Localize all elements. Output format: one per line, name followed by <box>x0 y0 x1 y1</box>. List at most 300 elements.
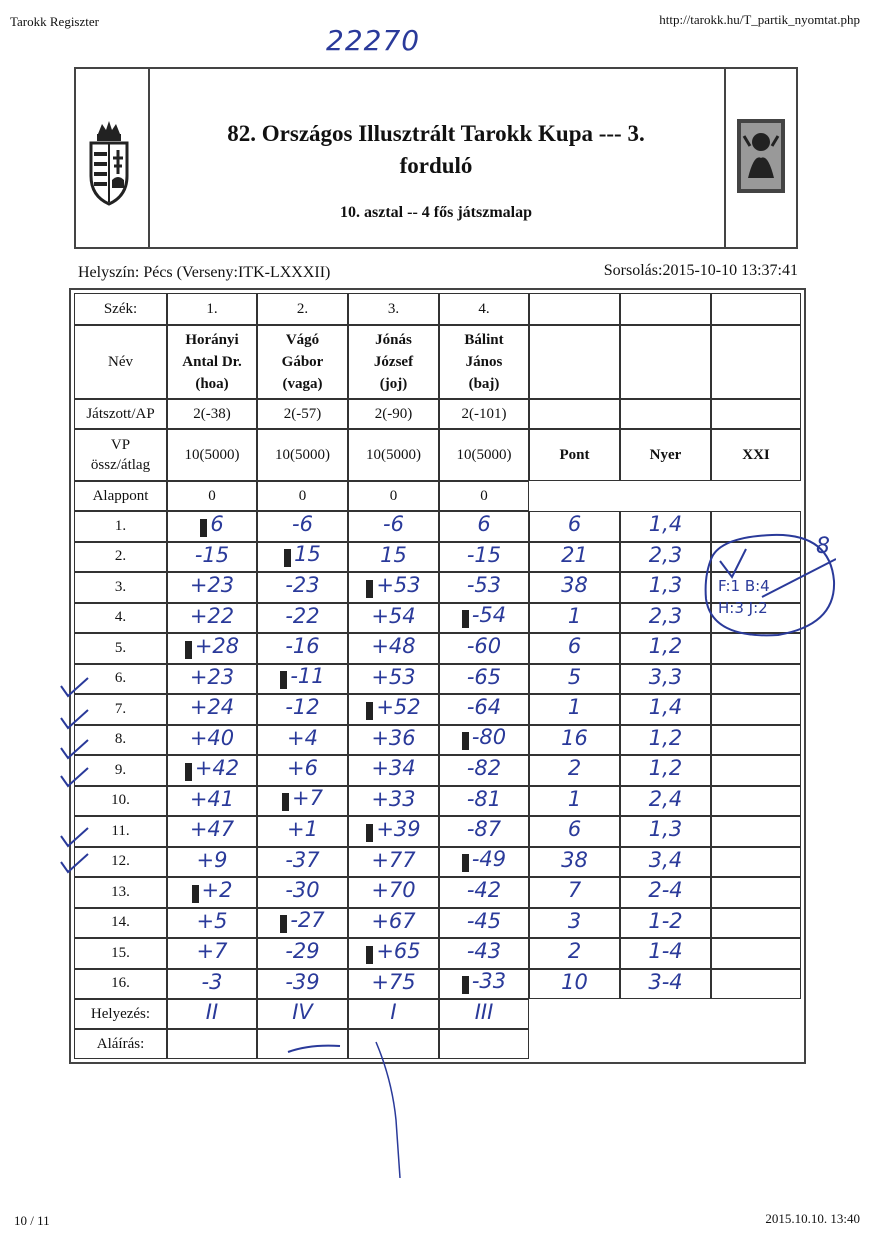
round-score <box>167 969 257 1000</box>
points-value: 2 <box>567 756 582 781</box>
dealer-mark-icon <box>185 641 192 659</box>
round-score <box>167 725 257 756</box>
score-value: +36 <box>371 725 416 750</box>
round-number: 7. <box>74 694 167 725</box>
round-points <box>529 816 620 847</box>
round-row <box>74 877 801 908</box>
score-value: -30 <box>285 878 320 903</box>
player-name <box>257 325 348 399</box>
winners-value: 3,3 <box>648 664 683 689</box>
dealer-mark-icon <box>462 976 469 994</box>
placing-value: II <box>205 1000 219 1024</box>
seat-number: 4. <box>439 293 529 325</box>
round-xxi <box>711 969 801 1000</box>
round-winners <box>620 694 711 725</box>
placing-value: III <box>474 1000 494 1024</box>
round-score <box>257 816 348 847</box>
player-played: 2(-57) <box>257 399 348 429</box>
score-value: -6 <box>292 512 313 537</box>
points-value: 3 <box>567 908 582 933</box>
handwritten-document-number: 22270 <box>326 24 421 57</box>
points-value: 38 <box>561 573 588 598</box>
score-sheet-table <box>74 293 801 1059</box>
print-header-title: Tarokk Regiszter <box>10 14 99 29</box>
score-value: -65 <box>466 664 502 689</box>
round-row <box>74 786 801 817</box>
score-value: -12 <box>285 695 320 720</box>
score-value: -54 <box>471 603 507 628</box>
round-xxi <box>711 816 801 847</box>
score-value: -80 <box>471 725 507 750</box>
round-winners <box>620 938 711 969</box>
player-name1: Jónás <box>375 332 412 348</box>
round-points <box>529 908 620 939</box>
dealer-mark-icon <box>462 732 469 750</box>
round-number: 8. <box>74 725 167 756</box>
player-name2: János <box>465 354 503 370</box>
placing-value: I <box>390 1000 397 1024</box>
round-number: 16. <box>74 969 167 1000</box>
round-score <box>439 694 529 725</box>
score-value: -27 <box>290 908 325 933</box>
round-score <box>167 633 257 664</box>
round-score <box>348 633 439 664</box>
score-value: -87 <box>466 817 502 842</box>
player-name2: József <box>373 354 414 370</box>
score-value: -82 <box>466 756 502 781</box>
round-number: 5. <box>74 633 167 664</box>
dealer-mark-icon <box>282 793 289 811</box>
score-value: -64 <box>466 695 502 720</box>
round-score <box>257 877 348 908</box>
seat-row <box>74 293 801 325</box>
score-value: -81 <box>466 786 502 811</box>
player-vp: 10(5000) <box>257 429 348 481</box>
round-xxi <box>711 694 801 725</box>
round-score <box>167 877 257 908</box>
points-value: 1 <box>567 786 582 811</box>
round-score <box>348 755 439 786</box>
round-xxi <box>711 664 801 695</box>
round-winners <box>620 725 711 756</box>
score-value: +67 <box>371 908 416 933</box>
score-value: +70 <box>371 878 416 903</box>
dealer-mark-icon <box>185 763 192 781</box>
round-row <box>74 755 801 786</box>
winners-value: 3-4 <box>648 969 683 994</box>
score-value: +24 <box>189 695 235 720</box>
player-base: 0 <box>439 481 529 511</box>
round-score <box>348 694 439 725</box>
round-row <box>74 938 801 969</box>
player-name1: Vágó <box>285 332 320 348</box>
round-score <box>439 847 529 878</box>
score-value: +5 <box>196 908 228 933</box>
score-value: -45 <box>466 908 502 933</box>
score-value: -29 <box>285 939 320 964</box>
score-value: +1 <box>287 817 318 842</box>
score-value: -6 <box>383 512 404 537</box>
player-played: 2(-101) <box>439 399 529 429</box>
round-row <box>74 969 801 1000</box>
player-vp: 10(5000) <box>348 429 439 481</box>
vp-row <box>74 429 801 481</box>
blank <box>529 481 801 511</box>
round-score <box>439 816 529 847</box>
player-code: (hoa) <box>195 376 229 392</box>
score-value: +54 <box>371 603 416 628</box>
winners-value: 2-4 <box>648 878 683 903</box>
player-base: 0 <box>257 481 348 511</box>
score-value: +4 <box>287 725 318 750</box>
round-points <box>529 877 620 908</box>
round-score <box>167 938 257 969</box>
round-number: 11. <box>74 816 167 847</box>
round-score <box>348 725 439 756</box>
checkmark-icon <box>58 708 92 732</box>
round-score <box>257 603 348 634</box>
round-score <box>348 877 439 908</box>
round-xxi <box>711 877 801 908</box>
player-played: 2(-90) <box>348 399 439 429</box>
annotation-mark: 8 <box>816 534 830 559</box>
round-row <box>74 816 801 847</box>
player-name1: Bálint <box>464 332 504 348</box>
score-value: -22 <box>285 603 320 628</box>
points-value: 10 <box>561 969 588 994</box>
player-base: 0 <box>348 481 439 511</box>
round-winners <box>620 816 711 847</box>
played-row <box>74 399 801 429</box>
round-score <box>167 755 257 786</box>
round-winners <box>620 877 711 908</box>
round-score <box>257 908 348 939</box>
round-score <box>439 633 529 664</box>
annotation-line2: H:3 J:2 <box>718 599 768 617</box>
round-xxi <box>711 786 801 817</box>
round-score <box>348 572 439 603</box>
round-row <box>74 572 801 603</box>
player-name <box>439 325 529 399</box>
dealer-mark-icon <box>366 580 373 598</box>
score-value: +65 <box>376 938 421 963</box>
round-winners <box>620 786 711 817</box>
score-value: +34 <box>371 756 416 781</box>
points-value: 7 <box>567 878 582 903</box>
placing-label: Helyezés: <box>74 999 167 1029</box>
event-title-line2: forduló <box>399 153 473 178</box>
score-value: +48 <box>371 634 416 659</box>
winners-value: 1,3 <box>648 573 683 598</box>
round-row <box>74 664 801 695</box>
round-score <box>439 938 529 969</box>
handwritten-annotation <box>702 527 836 639</box>
round-score <box>257 694 348 725</box>
winners-value: 1,2 <box>648 756 683 781</box>
empty-cell <box>711 399 801 429</box>
checkmark-icon <box>58 852 92 876</box>
score-value: +22 <box>189 603 235 628</box>
round-row <box>74 847 801 878</box>
draw-timestamp: Sorsolás:2015-10-10 13:37:41 <box>603 262 798 279</box>
round-score <box>167 511 257 542</box>
round-score <box>167 908 257 939</box>
seat-number: 1. <box>167 293 257 325</box>
event-title-line1: 82. Országos Illusztrált Tarokk Kupa --- 3. <box>227 121 645 146</box>
score-value: +23 <box>189 664 235 689</box>
round-score <box>348 816 439 847</box>
empty-cell <box>529 325 620 399</box>
round-score <box>439 664 529 695</box>
score-value: -60 <box>466 634 502 659</box>
round-score <box>439 572 529 603</box>
round-score <box>167 847 257 878</box>
xxi-header: XXI <box>711 429 801 481</box>
score-value: +75 <box>371 969 416 994</box>
round-points <box>529 725 620 756</box>
annotation-line1: F:1 B:4 <box>718 577 770 595</box>
signature-label: Aláírás: <box>74 1029 167 1059</box>
player-vp: 10(5000) <box>167 429 257 481</box>
empty-cell <box>711 293 801 325</box>
round-score <box>439 755 529 786</box>
round-score <box>439 725 529 756</box>
round-row <box>74 725 801 756</box>
player-name1: Horányi <box>185 332 239 348</box>
dealer-mark-icon <box>366 824 373 842</box>
round-row <box>74 908 801 939</box>
dealer-mark-icon <box>462 610 469 628</box>
print-footer-page: 10 / 11 <box>14 1213 50 1228</box>
score-value: -23 <box>285 573 320 598</box>
played-label: Játszott/AP <box>74 399 167 429</box>
score-value: +41 <box>189 786 235 811</box>
signature-stroke <box>280 1040 440 1180</box>
round-points <box>529 938 620 969</box>
win-header: Nyer <box>620 429 711 481</box>
dealer-mark-icon <box>280 671 287 689</box>
round-score <box>257 847 348 878</box>
dealer-mark-icon <box>366 946 373 964</box>
winners-value: 1-2 <box>648 908 683 933</box>
score-value: 15 <box>294 542 321 567</box>
player-code: (baj) <box>468 376 500 392</box>
round-points <box>529 633 620 664</box>
round-points <box>529 572 620 603</box>
dealer-mark-icon <box>200 519 207 537</box>
points-value: 6 <box>567 634 582 659</box>
round-score <box>348 511 439 542</box>
print-footer-datetime: 2015.10.10. 13:40 <box>765 1211 860 1226</box>
round-score <box>348 847 439 878</box>
score-value: 6 <box>477 512 491 537</box>
points-header: Pont <box>529 429 620 481</box>
winners-value: 2,4 <box>648 786 683 811</box>
score-value: +47 <box>189 817 235 842</box>
checkmark-icon <box>58 766 92 790</box>
round-score <box>348 603 439 634</box>
winners-value: 1,4 <box>648 512 683 537</box>
round-score <box>257 755 348 786</box>
round-score <box>439 542 529 573</box>
signature-cell <box>167 1029 257 1059</box>
round-row <box>74 633 801 664</box>
round-score <box>348 786 439 817</box>
seat-number: 2. <box>257 293 348 325</box>
winners-value: 1,2 <box>648 634 683 659</box>
blank <box>529 999 801 1029</box>
empty-cell <box>620 399 711 429</box>
round-score <box>257 786 348 817</box>
round-row <box>74 542 801 573</box>
score-value: +33 <box>371 786 416 811</box>
round-number: 14. <box>74 908 167 939</box>
seat-label: Szék: <box>74 293 167 325</box>
player-placing <box>257 999 348 1029</box>
round-score <box>439 511 529 542</box>
points-value: 1 <box>567 695 582 720</box>
player-base: 0 <box>167 481 257 511</box>
winners-value: 3,4 <box>648 847 683 872</box>
score-value: +28 <box>194 633 240 658</box>
vp-label <box>74 429 167 481</box>
score-value: +40 <box>189 725 235 750</box>
dealer-mark-icon <box>192 885 199 903</box>
round-number: 10. <box>74 786 167 817</box>
score-value: -33 <box>471 969 507 994</box>
round-number: 6. <box>74 664 167 695</box>
player-placing <box>167 999 257 1029</box>
score-value: 15 <box>380 542 407 567</box>
score-value: +7 <box>292 786 323 811</box>
round-score <box>439 603 529 634</box>
winners-value: 1,3 <box>648 817 683 842</box>
base-label: Alappont <box>74 481 167 511</box>
score-value: -37 <box>285 847 320 872</box>
tarokk-card-icon <box>736 118 786 194</box>
dealer-mark-icon <box>284 549 291 567</box>
score-value: +52 <box>376 694 421 719</box>
name-label: Név <box>74 325 167 399</box>
player-name2: Antal Dr. <box>182 354 242 370</box>
winners-value: 2,3 <box>648 542 683 567</box>
round-score <box>257 572 348 603</box>
round-score <box>348 908 439 939</box>
base-row <box>74 481 801 511</box>
round-xxi <box>711 755 801 786</box>
round-winners <box>620 969 711 1000</box>
round-points <box>529 603 620 634</box>
score-value: -11 <box>290 664 325 689</box>
round-score <box>167 694 257 725</box>
round-winners <box>620 664 711 695</box>
round-number: 3. <box>74 572 167 603</box>
print-header-url: http://tarokk.hu/T_partik_nyomtat.php <box>659 12 860 27</box>
score-value: +23 <box>189 573 235 598</box>
round-winners <box>620 755 711 786</box>
player-placing <box>439 999 529 1029</box>
round-number: 13. <box>74 877 167 908</box>
round-score <box>348 969 439 1000</box>
round-number: 1. <box>74 511 167 542</box>
points-value: 1 <box>567 603 582 628</box>
round-points <box>529 786 620 817</box>
round-score <box>439 908 529 939</box>
signature-cell <box>439 1029 529 1059</box>
round-winners <box>620 511 711 542</box>
points-value: 38 <box>561 847 588 872</box>
round-score <box>257 725 348 756</box>
score-value: -15 <box>194 542 230 567</box>
score-value: -3 <box>201 969 223 994</box>
score-value: -42 <box>466 878 502 903</box>
hungarian-coat-of-arms-icon <box>84 118 134 206</box>
score-value: +9 <box>196 847 228 872</box>
score-value: -15 <box>466 542 502 567</box>
player-vp: 10(5000) <box>439 429 529 481</box>
name-row <box>74 325 801 399</box>
checkmark-icon <box>58 738 92 762</box>
round-score <box>439 969 529 1000</box>
winners-value: 1-4 <box>648 939 683 964</box>
round-winners <box>620 847 711 878</box>
checkmark-icon <box>58 826 92 850</box>
round-points <box>529 969 620 1000</box>
round-points <box>529 755 620 786</box>
seat-number: 3. <box>348 293 439 325</box>
round-score <box>257 633 348 664</box>
table-subtitle: 10. asztal -- 4 fős játszmalap <box>340 204 532 221</box>
empty-cell <box>620 293 711 325</box>
blank <box>529 1029 801 1059</box>
event-title <box>152 118 720 182</box>
round-points <box>529 664 620 695</box>
score-value: +53 <box>376 572 421 597</box>
player-name2: Gábor <box>281 354 324 370</box>
player-played: 2(-38) <box>167 399 257 429</box>
round-row <box>74 511 801 542</box>
player-code: (joj) <box>379 376 408 392</box>
score-value: 6 <box>210 511 224 536</box>
round-score <box>167 816 257 847</box>
points-value: 2 <box>567 939 582 964</box>
round-winners <box>620 572 711 603</box>
round-number: 12. <box>74 847 167 878</box>
round-xxi <box>711 908 801 939</box>
placing-value: IV <box>292 1000 313 1024</box>
round-score <box>257 938 348 969</box>
round-score <box>348 542 439 573</box>
score-value: +6 <box>287 756 318 781</box>
round-winners <box>620 633 711 664</box>
round-xxi <box>711 725 801 756</box>
round-xxi <box>711 938 801 969</box>
points-value: 6 <box>567 817 582 842</box>
empty-cell <box>620 325 711 399</box>
dealer-mark-icon <box>366 702 373 720</box>
round-number: 4. <box>74 603 167 634</box>
winners-value: 2,3 <box>648 603 683 628</box>
player-name <box>167 325 257 399</box>
round-points <box>529 847 620 878</box>
empty-cell <box>529 293 620 325</box>
winners-value: 1,2 <box>648 725 683 750</box>
round-score <box>257 542 348 573</box>
winners-value: 1,4 <box>648 695 683 720</box>
round-score <box>167 664 257 695</box>
round-row <box>74 694 801 725</box>
round-points <box>529 694 620 725</box>
